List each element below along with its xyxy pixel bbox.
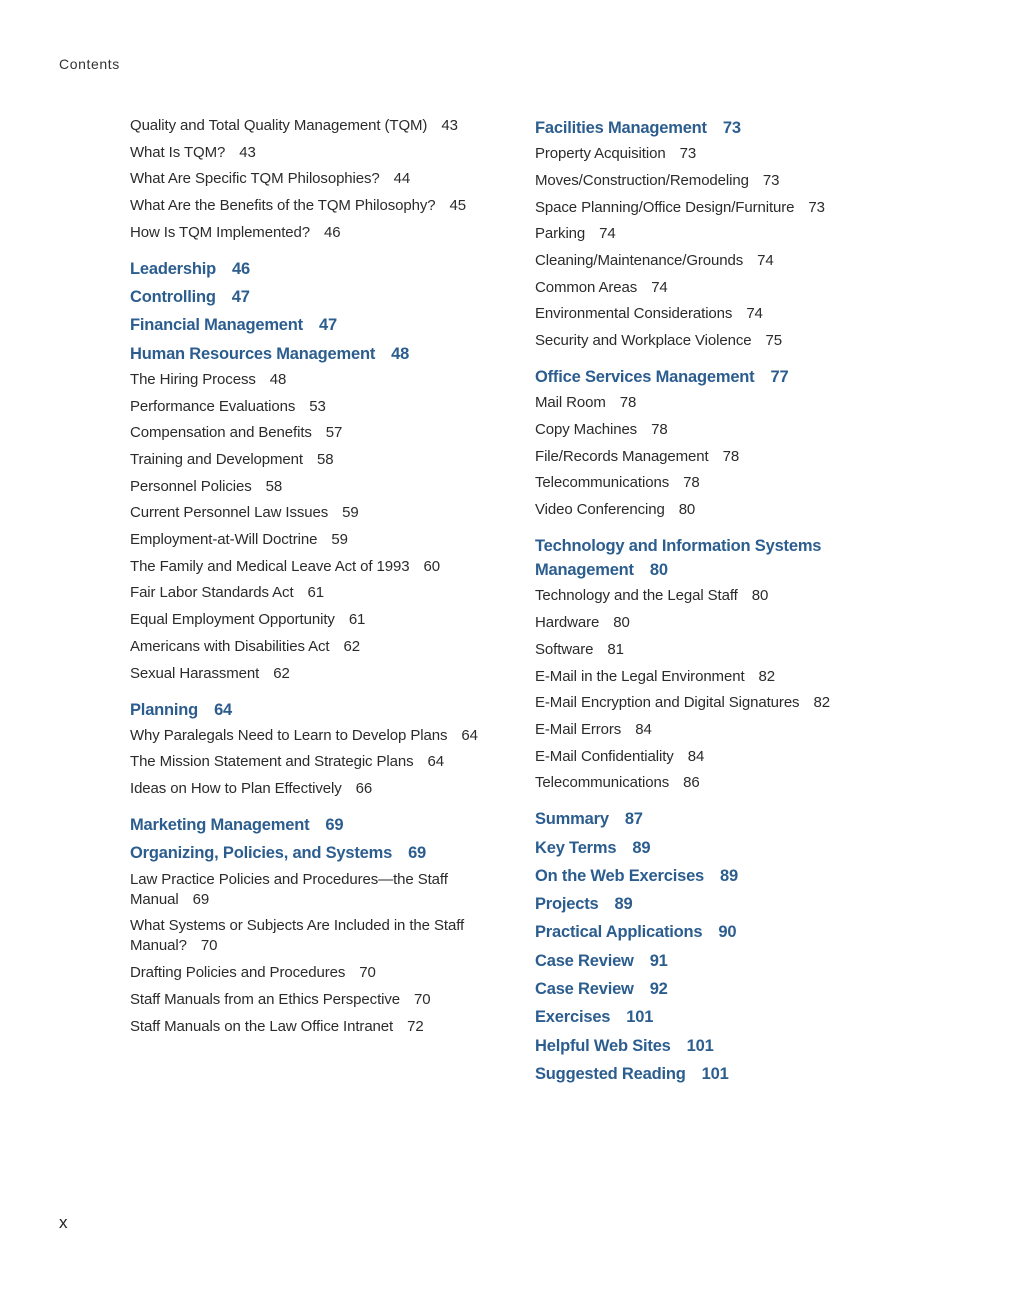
toc-heading-title: On the Web Exercises bbox=[535, 866, 705, 885]
toc-page-number: 101 bbox=[686, 1036, 714, 1055]
toc-page-number: 48 bbox=[391, 344, 410, 363]
toc-entry bbox=[535, 144, 865, 164]
toc-entry bbox=[130, 370, 490, 390]
toc-entry-title: Why Paralegals Need to Learn to Develop Plans bbox=[130, 726, 448, 744]
toc-entry bbox=[535, 693, 865, 713]
toc-page-number: 60 bbox=[423, 557, 440, 575]
toc-page-number: 84 bbox=[635, 720, 652, 738]
toc-entry bbox=[535, 224, 865, 244]
toc-page-number: 62 bbox=[343, 637, 360, 655]
toc-page-number: 73 bbox=[722, 119, 741, 137]
toc-entry bbox=[130, 870, 490, 910]
toc-heading bbox=[535, 864, 865, 888]
toc-entry-title: Common Areas bbox=[535, 278, 638, 296]
toc-entry-title: Equal Employment Opportunity bbox=[130, 611, 335, 629]
toc-heading-title: Case Review bbox=[535, 980, 634, 999]
toc-entry-title: Parking bbox=[535, 225, 586, 243]
toc-page-number: 46 bbox=[324, 223, 341, 241]
toc-heading-title: Controlling bbox=[130, 288, 216, 307]
toc-entry bbox=[535, 331, 865, 351]
toc-heading bbox=[535, 534, 865, 582]
toc-heading-title: Financial Management bbox=[130, 316, 303, 335]
toc-heading-title: Suggested Reading bbox=[535, 1064, 686, 1083]
toc-entry-title: Copy Machines bbox=[535, 421, 638, 439]
toc-entry-title: Moves/Construction/Remodeling bbox=[535, 171, 749, 189]
toc-heading-title: Summary bbox=[535, 810, 609, 829]
running-head: Contents bbox=[59, 56, 120, 72]
toc-entry bbox=[535, 304, 865, 324]
toc-page-number: 61 bbox=[348, 611, 366, 629]
toc-entry bbox=[535, 640, 865, 660]
toc-entry bbox=[535, 251, 865, 271]
toc-entry-title: Compensation and Benefits bbox=[130, 424, 312, 442]
toc-entry bbox=[130, 916, 490, 956]
toc-page-number: 73 bbox=[679, 145, 697, 163]
toc-entry-title: Technology and the Legal Staff bbox=[535, 587, 738, 605]
toc-entry-title: Software bbox=[535, 640, 594, 658]
toc-page-number: 70 bbox=[200, 937, 218, 955]
toc-entry bbox=[130, 990, 490, 1010]
toc-entry bbox=[535, 667, 865, 687]
toc-page-number: 80 bbox=[649, 561, 668, 580]
toc-heading-title: Leadership bbox=[130, 259, 217, 278]
toc-heading-title: Marketing Management bbox=[130, 816, 310, 835]
toc-entry bbox=[535, 278, 865, 298]
toc-entry-title: Americans with Disabilities Act bbox=[130, 637, 330, 655]
toc-entry bbox=[130, 196, 490, 216]
toc-entry-title: Quality and Total Quality Management (TQM) bbox=[130, 117, 428, 134]
toc-entry-title: Video Conferencing bbox=[535, 501, 665, 519]
toc-page-number: 80 bbox=[613, 614, 630, 632]
toc-heading-title: Human Resources Management bbox=[130, 344, 376, 363]
toc-page-number: 89 bbox=[720, 866, 738, 885]
toc-page-number: 53 bbox=[309, 397, 326, 415]
toc-page-number: 73 bbox=[762, 171, 780, 189]
toc-page-number: 57 bbox=[325, 424, 343, 442]
toc-entry bbox=[535, 473, 865, 493]
toc-entry-title: File/Records Management bbox=[535, 447, 709, 465]
toc-heading bbox=[130, 285, 490, 309]
toc-entry-title: How Is TQM Implemented? bbox=[130, 223, 310, 241]
toc-page-number: 70 bbox=[414, 990, 431, 1008]
toc-heading bbox=[535, 892, 865, 916]
toc-entry bbox=[535, 586, 865, 606]
toc-page-number: 64 bbox=[214, 700, 233, 719]
toc-page-number: 69 bbox=[192, 890, 210, 908]
toc-entry-title: Training and Development bbox=[130, 451, 303, 468]
toc-entry-title: Telecommunications bbox=[535, 774, 670, 792]
toc-entry-title: Personnel Policies bbox=[130, 477, 252, 495]
toc-entry bbox=[535, 500, 865, 520]
toc-page-number: 89 bbox=[614, 895, 633, 914]
toc-page-number: 74 bbox=[746, 305, 763, 323]
toc-page-number: 69 bbox=[408, 844, 427, 863]
toc-heading bbox=[130, 313, 490, 337]
toc-entry bbox=[130, 143, 490, 163]
toc-heading-title: Technology and Information Systems Management bbox=[535, 537, 822, 580]
toc-entry-title: E-Mail Errors bbox=[535, 720, 622, 738]
toc-page-number: 61 bbox=[307, 584, 325, 602]
toc-page-number: 48 bbox=[269, 370, 287, 388]
toc-heading bbox=[130, 813, 490, 837]
toc-entry bbox=[130, 397, 490, 417]
toc-entry bbox=[535, 447, 865, 467]
toc-entry-title: E-Mail Encryption and Digital Signatures bbox=[535, 694, 800, 712]
toc-page-number: 86 bbox=[683, 774, 700, 792]
toc-page-number: 101 bbox=[701, 1064, 729, 1083]
toc-heading bbox=[535, 836, 865, 860]
toc-heading bbox=[535, 807, 865, 831]
toc-entry bbox=[130, 583, 490, 603]
toc-heading-title: Exercises bbox=[535, 1008, 611, 1027]
toc-page-number: 74 bbox=[651, 278, 668, 296]
toc-entry bbox=[535, 198, 865, 218]
toc-page-number: 62 bbox=[273, 664, 290, 682]
toc-page-number: 78 bbox=[683, 474, 700, 492]
toc-page-number: 82 bbox=[813, 694, 830, 712]
toc-page-number: 74 bbox=[599, 225, 616, 243]
toc-page-number: 78 bbox=[722, 447, 740, 465]
toc-entry bbox=[535, 720, 865, 740]
toc-entry bbox=[130, 963, 490, 983]
toc-entry bbox=[535, 773, 865, 793]
toc-entry bbox=[535, 420, 865, 440]
toc-entry bbox=[130, 116, 490, 136]
toc-entry-title: Telecommunications bbox=[535, 474, 670, 492]
toc-entry bbox=[130, 664, 490, 684]
toc-heading-title: Planning bbox=[130, 700, 199, 719]
toc-entry-title: E-Mail in the Legal Environment bbox=[535, 667, 745, 685]
toc-heading bbox=[535, 116, 865, 140]
toc-entry-title: The Mission Statement and Strategic Plans bbox=[130, 753, 414, 771]
toc-heading-title: Facilities Management bbox=[535, 119, 707, 137]
toc-page-number: 64 bbox=[427, 753, 445, 771]
toc-entry-title: Environmental Considerations bbox=[535, 305, 733, 323]
toc-page-number: 43 bbox=[239, 143, 256, 161]
toc-entry-title: Hardware bbox=[535, 614, 600, 632]
toc-heading bbox=[535, 920, 865, 944]
toc-right-column bbox=[535, 116, 865, 1090]
toc-page-number: 101 bbox=[626, 1008, 654, 1027]
toc-page-number: 70 bbox=[359, 964, 376, 982]
toc-page-number: 69 bbox=[325, 816, 344, 835]
toc-entry-title: What Is TQM? bbox=[130, 143, 226, 161]
toc-page-number: 74 bbox=[757, 252, 774, 270]
toc-heading bbox=[535, 1005, 865, 1029]
toc-entry bbox=[130, 223, 490, 243]
toc-page-number: 64 bbox=[461, 726, 478, 744]
toc-page-number: 87 bbox=[624, 810, 643, 829]
toc-heading bbox=[535, 1034, 865, 1058]
toc-page-number: 81 bbox=[607, 640, 624, 658]
toc-entry bbox=[130, 779, 490, 799]
toc-heading-title: Helpful Web Sites bbox=[535, 1036, 671, 1055]
toc-heading-title: Projects bbox=[535, 895, 599, 914]
toc-heading-title: Office Services Management bbox=[535, 368, 755, 387]
toc-heading bbox=[535, 1062, 865, 1086]
toc-page-number: 89 bbox=[632, 838, 651, 857]
toc-left-column bbox=[130, 116, 490, 1043]
toc-entry bbox=[535, 171, 865, 191]
toc-entry bbox=[130, 1017, 490, 1037]
toc-page-number: 75 bbox=[765, 332, 782, 350]
toc-heading bbox=[535, 949, 865, 973]
page-folio: x bbox=[59, 1213, 68, 1232]
toc-entry-title: Staff Manuals from an Ethics Perspective bbox=[130, 990, 401, 1008]
toc-page-number: 44 bbox=[393, 170, 411, 188]
toc-heading-title: Practical Applications bbox=[535, 923, 703, 942]
toc-page-number: 58 bbox=[316, 451, 334, 468]
toc-page-number: 73 bbox=[808, 198, 825, 216]
toc-page-number: 58 bbox=[265, 477, 283, 495]
toc-page-number: 45 bbox=[449, 197, 466, 215]
toc-page-number: 84 bbox=[687, 747, 705, 765]
toc-page-number: 43 bbox=[441, 117, 458, 134]
toc-entry bbox=[130, 752, 490, 772]
toc-entry bbox=[535, 747, 865, 767]
toc-page-number: 78 bbox=[651, 421, 668, 439]
toc-entry bbox=[130, 169, 490, 189]
toc-heading bbox=[130, 698, 490, 722]
toc-entry-title: Sexual Harassment bbox=[130, 664, 260, 682]
toc-page-number: 77 bbox=[770, 368, 789, 387]
toc-entry-title: Space Planning/Office Design/Furniture bbox=[535, 198, 795, 216]
toc-heading bbox=[130, 257, 490, 281]
toc-entry-title: Fair Labor Standards Act bbox=[130, 584, 294, 602]
toc-entry bbox=[130, 726, 490, 746]
toc-page-number: 47 bbox=[318, 316, 337, 335]
toc-entry-title: What Are Specific TQM Philosophies? bbox=[130, 170, 380, 188]
toc-entry bbox=[535, 613, 865, 633]
toc-page-number: 47 bbox=[231, 288, 250, 307]
toc-entry-title: Drafting Policies and Procedures bbox=[130, 964, 346, 982]
toc-entry bbox=[130, 610, 490, 630]
toc-entry-title: Property Acquisition bbox=[535, 145, 666, 163]
toc-heading-title: Case Review bbox=[535, 951, 634, 970]
toc-entry-title: The Hiring Process bbox=[130, 370, 256, 388]
toc-entry bbox=[130, 450, 490, 470]
toc-page-number: 46 bbox=[232, 259, 250, 278]
toc-entry bbox=[535, 393, 865, 413]
toc-page-number: 59 bbox=[342, 504, 359, 522]
toc-page-number: 90 bbox=[718, 923, 737, 942]
toc-entry-title: Performance Evaluations bbox=[130, 397, 296, 415]
toc-entry-title: The Family and Medical Leave Act of 1993 bbox=[130, 557, 410, 575]
toc-entry-title: Law Practice Policies and Procedures—the Staff Manual bbox=[130, 870, 448, 908]
toc-entry bbox=[130, 423, 490, 443]
toc-entry bbox=[130, 503, 490, 523]
toc-page-number: 72 bbox=[407, 1017, 424, 1035]
toc-page-number: 82 bbox=[758, 667, 776, 685]
toc-heading-title: Key Terms bbox=[535, 838, 617, 857]
toc-entry bbox=[130, 530, 490, 550]
toc-entry-title: Current Personnel Law Issues bbox=[130, 504, 329, 522]
toc-entry-title: Security and Workplace Violence bbox=[535, 332, 752, 350]
toc-page-number: 80 bbox=[751, 587, 769, 605]
toc-entry-title: What Are the Benefits of the TQM Philosophy? bbox=[130, 197, 436, 215]
toc-entry-title: What Systems or Subjects Are Included in the Staff Manual? bbox=[130, 917, 465, 955]
toc-heading bbox=[535, 365, 865, 389]
toc-page-number: 80 bbox=[678, 501, 696, 519]
toc-page-number: 92 bbox=[649, 980, 668, 999]
toc-entry-title: E-Mail Confidentiality bbox=[535, 747, 674, 765]
toc-page-number: 78 bbox=[619, 394, 637, 412]
toc-entry bbox=[130, 477, 490, 497]
toc-entry-title: Mail Room bbox=[535, 394, 606, 412]
toc-heading bbox=[535, 977, 865, 1001]
toc-entry bbox=[130, 637, 490, 657]
toc-heading bbox=[130, 342, 490, 366]
toc-heading bbox=[130, 841, 490, 865]
toc-entry-title: Cleaning/Maintenance/Grounds bbox=[535, 252, 744, 270]
toc-entry-title: Employment-at-Will Doctrine bbox=[130, 531, 318, 549]
toc-entry bbox=[130, 557, 490, 577]
toc-entry-title: Ideas on How to Plan Effectively bbox=[130, 780, 342, 798]
toc-page-number: 59 bbox=[331, 531, 348, 549]
toc-heading-title: Organizing, Policies, and Systems bbox=[130, 844, 393, 863]
toc-page-number: 91 bbox=[649, 951, 668, 970]
toc-entry-title: Staff Manuals on the Law Office Intranet bbox=[130, 1017, 394, 1035]
toc-page-number: 66 bbox=[355, 780, 373, 798]
